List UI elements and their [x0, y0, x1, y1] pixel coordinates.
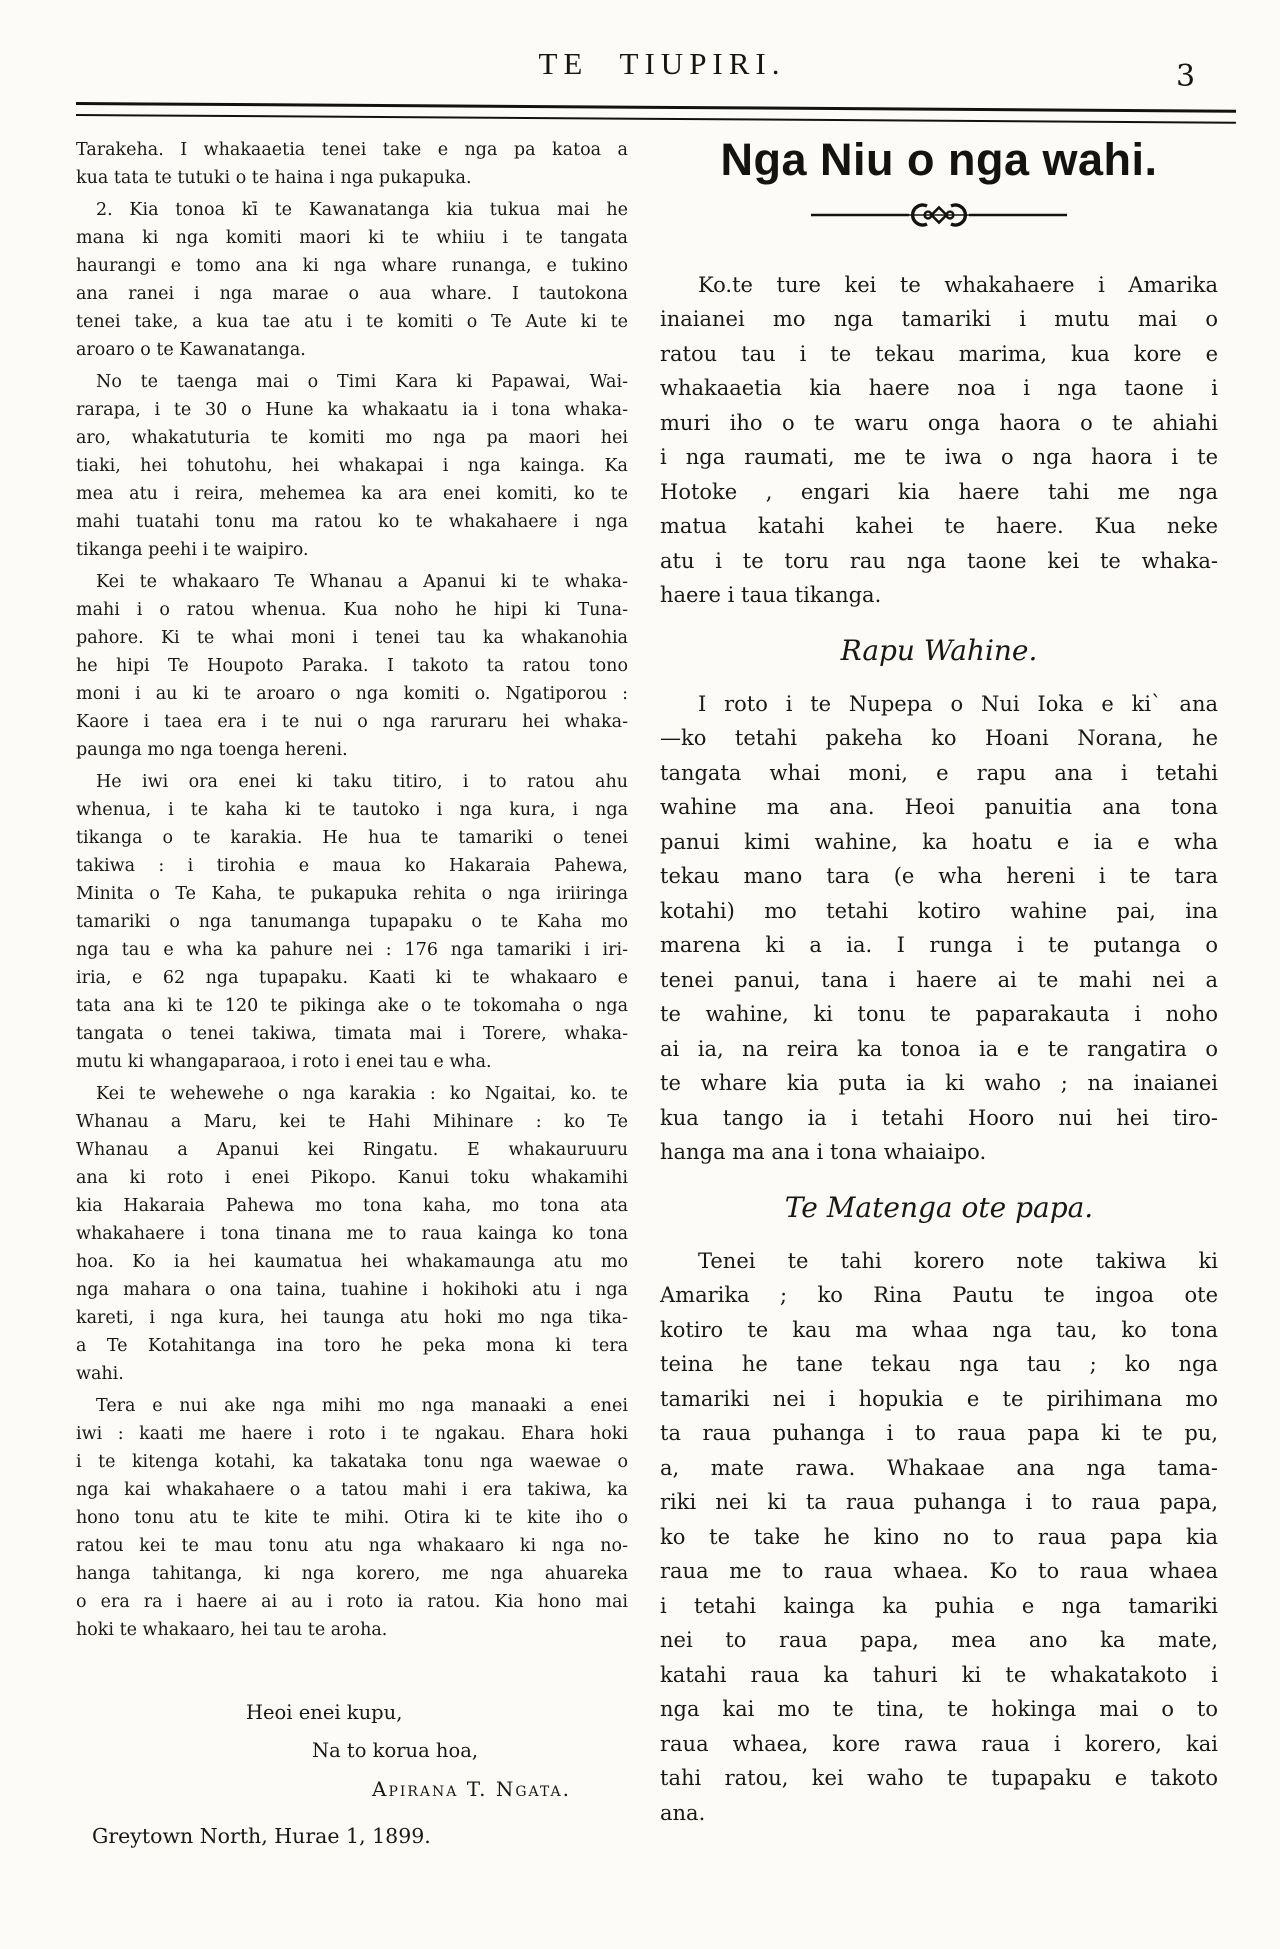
paragraph: [660, 687, 1218, 1170]
text-line: kotiro te kau ma whaa nga tau, ko tona: [660, 1317, 1218, 1342]
text-line: teina he tane tekau nga tau ; ko nga: [660, 1352, 1218, 1377]
paragraph: [76, 368, 628, 564]
text-line: ana ki roto i enei Pikopo. Kanui toku whakamihi: [76, 1168, 628, 1188]
text-line: i nga raumati, me te iwa o nga haora i te: [660, 445, 1218, 470]
right-column: [660, 134, 1218, 1830]
text-line: paunga mo nga toenga hereni.: [76, 740, 348, 760]
closing-line: Na to korua hoa,: [312, 1739, 479, 1762]
text-line: He iwi ora enei ki taku titiro, i to ratou ahu: [96, 772, 628, 792]
text-line: ta raua puhanga i to raua papa ki te pu,: [660, 1421, 1218, 1446]
text-line: whenua, i te kaha ki te tautoko i nga kura, i nga: [76, 800, 628, 820]
text-line: wahi.: [76, 1364, 124, 1384]
text-line: ratou tau i te tekau marima, kua kore e: [660, 341, 1218, 366]
text-line: ratou kei te mau tonu atu nga whakaaro ki nga no-: [76, 1536, 628, 1556]
text-line: te wahine, ki tonu te paparakauta i noho: [660, 1002, 1218, 1027]
text-line: nga tau e wha ka pahure nei : 176 nga tamariki i iri-: [76, 940, 628, 960]
text-line: mutu ki whangaparaoa, i roto i enei tau e wha.: [76, 1052, 492, 1072]
text-line: pahore. Ki te whai moni i tenei tau ka whakanohia: [76, 628, 628, 648]
text-line: marena ki a ia. I runga i te putanga o: [660, 933, 1218, 958]
dateline: Greytown North, Hurae 1, 1899.: [92, 1824, 431, 1848]
text-line: kua tango ia i tetahi Hooro nui hei tiro-: [660, 1105, 1218, 1130]
text-line: nga mahara o ona taina, tuahine i hokihoki atu i nga: [76, 1280, 628, 1300]
text-line: ana.: [660, 1800, 706, 1825]
masthead-double-rule: [76, 102, 1236, 124]
text-line: I roto i te Nupepa o Nui Ioka e ki` ana: [698, 691, 1218, 716]
text-line: i tetahi kainga ka puhia e nga tamariki: [660, 1593, 1218, 1618]
paragraph: [76, 136, 628, 192]
text-line: kua tata te tutuki o te haina i nga pukapuka.: [76, 168, 472, 188]
text-line: panui kimi wahine, ka hoatu e ia e wha: [660, 829, 1218, 854]
text-line: Tera e nui ake nga mihi mo nga manaaki a enei: [96, 1396, 628, 1416]
text-line: riki nei ki ta raua puhanga i to raua papa,: [660, 1490, 1218, 1515]
text-line: aroaro o te Kawanatanga.: [76, 340, 306, 360]
text-line: tiaki, hei tohutohu, hei whakapai i nga kainga. Ka: [76, 456, 628, 476]
text-line: tikanga o te karakia. He hua te tamariki o tenei: [76, 828, 628, 848]
text-line: muri iho o te waru onga haora o te ahiahi: [660, 410, 1218, 435]
text-line: Tarakeha. I whakaaetia tenei take e nga pa katoa a: [76, 140, 628, 160]
knot-rule-ornament: [809, 202, 1069, 228]
text-line: Kei te wehewehe o nga karakia : ko Ngaitai, ko. te: [96, 1084, 628, 1104]
text-line: te whare kia puta ia ki waho ; na inaianei: [660, 1071, 1218, 1096]
text-line: haurangi e tomo ana ki nga whare runanga, e tukino: [76, 256, 628, 276]
text-line: hoki te whakaaro, hei tau te aroha.: [76, 1620, 388, 1640]
article-headline: Nga Niu o nga wahi.: [720, 134, 1158, 185]
text-line: atu i te toru rau nga taone kei te whaka-: [660, 548, 1218, 573]
text-line: nei to raua papa, mea ano ka mate,: [660, 1628, 1218, 1653]
text-line: Whanau a Maru, kei te Hahi Mihinare : ko Te: [76, 1112, 628, 1132]
text-line: raua whaea, kore rawa raua i korero, kai: [660, 1731, 1218, 1756]
text-line: mahi i o ratou whenua. Kua noho he hipi ki Tuna-: [76, 600, 628, 620]
text-line: whakahaere i tona tinana me to raua kainga ko tona: [76, 1224, 628, 1244]
text-line: tekau mano tara (e wha hereni i te tara: [660, 864, 1218, 889]
text-line: No te taenga mai o Timi Kara ki Papawai, Wai-: [96, 372, 628, 392]
subheading: Te Matenga ote papa.: [784, 1190, 1094, 1224]
text-line: wahine ma ana. Heoi panuitia ana tona: [660, 795, 1218, 820]
text-line: a, mate rawa. Whakaae ana nga tama-: [660, 1455, 1218, 1480]
text-line: hanga tahitanga, ki nga korero, me nga ahuareka: [76, 1564, 628, 1584]
text-line: kotahi) mo tetahi kotiro wahine pai, ina: [660, 898, 1218, 923]
text-line: hono tonu atu te kite te mihi. Otira ki te kite iho o: [76, 1508, 628, 1528]
text-line: tata ana ki te 120 te pikinga ake o te tokomaha o nga: [76, 996, 628, 1016]
paragraph: [76, 1392, 628, 1644]
text-line: iria, e 62 nga tupapaku. Kaati ki te whakaaro e: [76, 968, 628, 988]
text-line: raua me to raua whaea. Ko to raua whaea: [660, 1559, 1218, 1584]
text-line: mana ki nga komiti maori ki te whiiu i te tangata: [76, 228, 628, 248]
paragraph: [660, 1244, 1218, 1831]
text-line: tenei take, a kua tae atu i te komiti o Te Aute ki te: [76, 312, 628, 332]
page-number: 3: [1176, 59, 1196, 94]
paragraph: [76, 568, 628, 764]
text-line: tamariki o nga tanumanga tupapaku o te Kaha mo: [76, 912, 628, 932]
text-line: tenei panui, tana i haere ai te mahi nei a: [660, 967, 1218, 992]
text-line: Minita o Te Kaha, te pukapuka rehita o nga iriiringa: [76, 884, 628, 904]
paragraph: [76, 1080, 628, 1388]
text-line: tahi ratou, kei waho te tupapaku e takoto: [660, 1766, 1218, 1791]
paragraph: [660, 268, 1218, 613]
text-line: hoa. Ko ia hei kaumatua hei whakamaunga atu mo: [76, 1252, 628, 1272]
text-line: ana ranei i nga marae o aua whare. I tautokona: [76, 284, 628, 304]
text-line: 2. Kia tonoa kī te Kawanatanga kia tukua mai he: [96, 200, 628, 220]
left-column: [76, 136, 628, 1850]
text-line: —ko tetahi pakeha ko Hoani Norana, he: [660, 726, 1218, 751]
text-line: he hipi Te Houpoto Paraka. I takoto ta ratou tono: [76, 656, 628, 676]
text-line: aro, whakatuturia te komiti mo nga pa maori hei: [76, 428, 628, 448]
text-line: mea atu i reira, mehemea ka ara enei komiti, ko te: [76, 484, 628, 504]
text-line: tikanga peehi i te waipiro.: [76, 540, 309, 560]
text-line: Kei te whakaaro Te Whanau a Apanui ki te whaka-: [96, 572, 628, 592]
text-line: o era ra i haere ai au i roto ia ratou. Kia hono mai: [76, 1592, 628, 1612]
text-line: moni i au ki te aroaro o nga komiti o. Ngatiporou :: [76, 684, 628, 704]
text-line: kareti, i nga kura, hei taunga atu hoki mo nga tika-: [76, 1308, 628, 1328]
text-line: matua katahi kahei te haere. Kua neke: [660, 514, 1218, 539]
text-line: haere i taua tikanga.: [660, 583, 882, 608]
text-line: Hotoke , engari kia haere tahi me nga: [660, 479, 1218, 504]
text-line: takiwa : i tirohia e maua ko Hakaraia Pahewa,: [76, 856, 628, 876]
text-line: kia Hakaraia Pahewa mo tona kaha, mo tona ata: [76, 1196, 628, 1216]
text-line: iwi : kaati me haere i roto i te ngakau. Ehara hoki: [76, 1424, 628, 1444]
text-line: rarapa, i te 30 o Hune ka whakaatu ia i tona whaka-: [76, 400, 628, 420]
text-line: ko te take he kino no to raua papa kia: [660, 1524, 1218, 1549]
text-line: tangata o tenei takiwa, timata mai i Torere, whaka-: [76, 1024, 628, 1044]
text-line: Amarika ; ko Rina Pautu te ingoa ote: [660, 1283, 1218, 1308]
text-line: Whanau a Apanui kei Ringatu. E whakauruuru: [76, 1140, 628, 1160]
text-line: Kaore i taea era i te nui o nga raruraru hei whaka-: [76, 712, 628, 732]
text-line: tangata whai moni, e rapu ana i tetahi: [660, 760, 1218, 785]
subheading: Rapu Wahine.: [840, 633, 1038, 667]
closing-line: Heoi enei kupu,: [246, 1701, 403, 1724]
text-line: tamariki nei i hopukia e te pirihimana mo: [660, 1386, 1218, 1411]
text-line: whakaaetia kia haere noa i nga taone i: [660, 376, 1218, 401]
text-line: hanga ma ana i tona whaiaipo.: [660, 1140, 987, 1165]
text-line: nga kai mo te tina, te hokinga mai o to: [660, 1697, 1218, 1722]
text-line: Ko.te ture kei te whakahaere i Amarika: [698, 272, 1218, 297]
text-line: mahi tuatahi tonu ma ratou ko te whakahaere i nga: [76, 512, 628, 532]
paragraph: [76, 196, 628, 364]
text-line: nga kai whakahaere o a tatou mahi i era takiwa, ka: [76, 1480, 628, 1500]
paragraph: [76, 768, 628, 1076]
text-line: inaianei mo nga tamariki i mutu mai o: [660, 307, 1218, 332]
page-title: TE TIUPIRI.: [538, 46, 786, 81]
text-line: katahi raua ka tahuri ki te whakatakoto i: [660, 1662, 1218, 1687]
closing-line: Apirana T. Ngata.: [372, 1777, 571, 1801]
text-line: Tenei te tahi korero note takiwa ki: [698, 1248, 1218, 1273]
text-line: i te kitenga kotahi, ka takataka tonu nga waewae o: [76, 1452, 628, 1472]
text-line: a Te Kotahitanga ina toro he peka mona ki tera: [76, 1336, 628, 1356]
closing-lines: [76, 1694, 628, 1808]
right-column-body: [660, 268, 1218, 1831]
text-line: ai ia, na reira ka tonoa ia e te rangatira o: [660, 1036, 1218, 1061]
